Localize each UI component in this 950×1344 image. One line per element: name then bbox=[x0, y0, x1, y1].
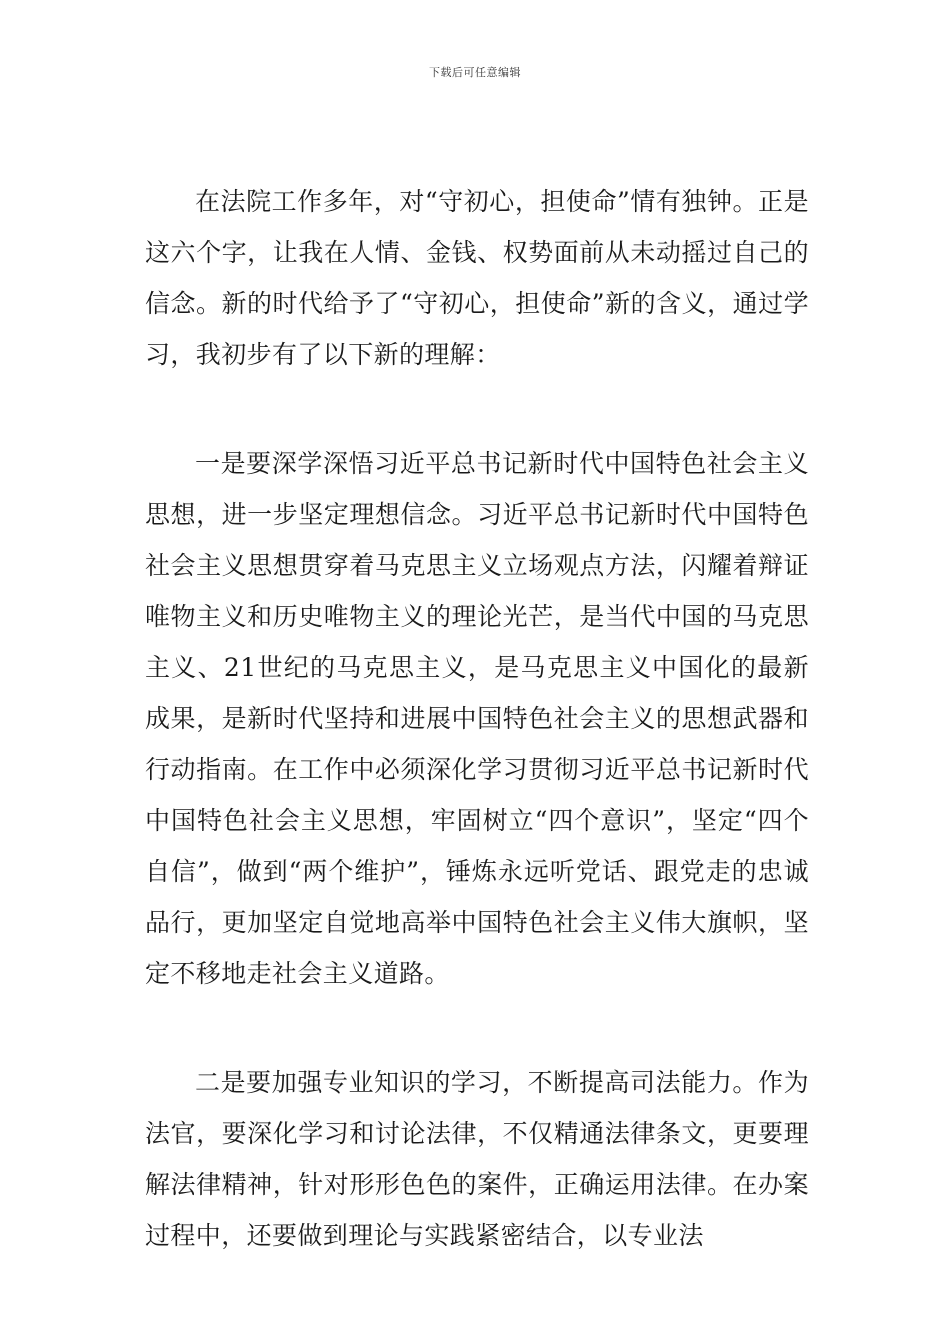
paragraph-point-one: 一是要深学深悟习近平总书记新时代中国特色社会主义思想，进一步坚定理想信念。习近平总书记新时代中国特色社会主义思想贯穿着马克思主义立场观点方法，闪耀着辩证唯物主义和历史唯物主义的理论光芒，是当代中国的马克思主义、21世纪的马克思主义，是马克思主义中国化的最新成果，是新时代坚持和进展中国特色社会主义的思想武器和行动指南。在工作中必须深化学习贯彻习近平总书记新时代中国特色社会主义思想，牢固树立“四个意识”，坚定“四个自信”，做到“两个维护”，锤炼永远听党话、跟党走的忠诚品行，更加坚定自觉地高举中国特色社会主义伟大旗帜，坚定不移地走社会主义道路。 bbox=[145, 449, 809, 988]
paragraph-point-two: 二是要加强专业知识的学习，不断提高司法能力。作为法官，要深化学习和讨论法律，不仅精通法律条文，更要理解法律精神，针对形形色色的案件，正确运用法律。在办案过程中，还要做到理论与实践紧密结合，以专业法 bbox=[145, 1068, 809, 1250]
paragraph-intro: 在法院工作多年，对“守初心，担使命”情有独钟。正是这六个字，让我在人情、金钱、权势面前从未动摇过自己的信念。新的时代给予了“守初心，担使命”新的含义，通过学习，我初步有了以下新的理解： bbox=[145, 187, 809, 369]
document-body bbox=[145, 176, 809, 1261]
page-header: 下载后可任意编辑 bbox=[429, 66, 521, 79]
